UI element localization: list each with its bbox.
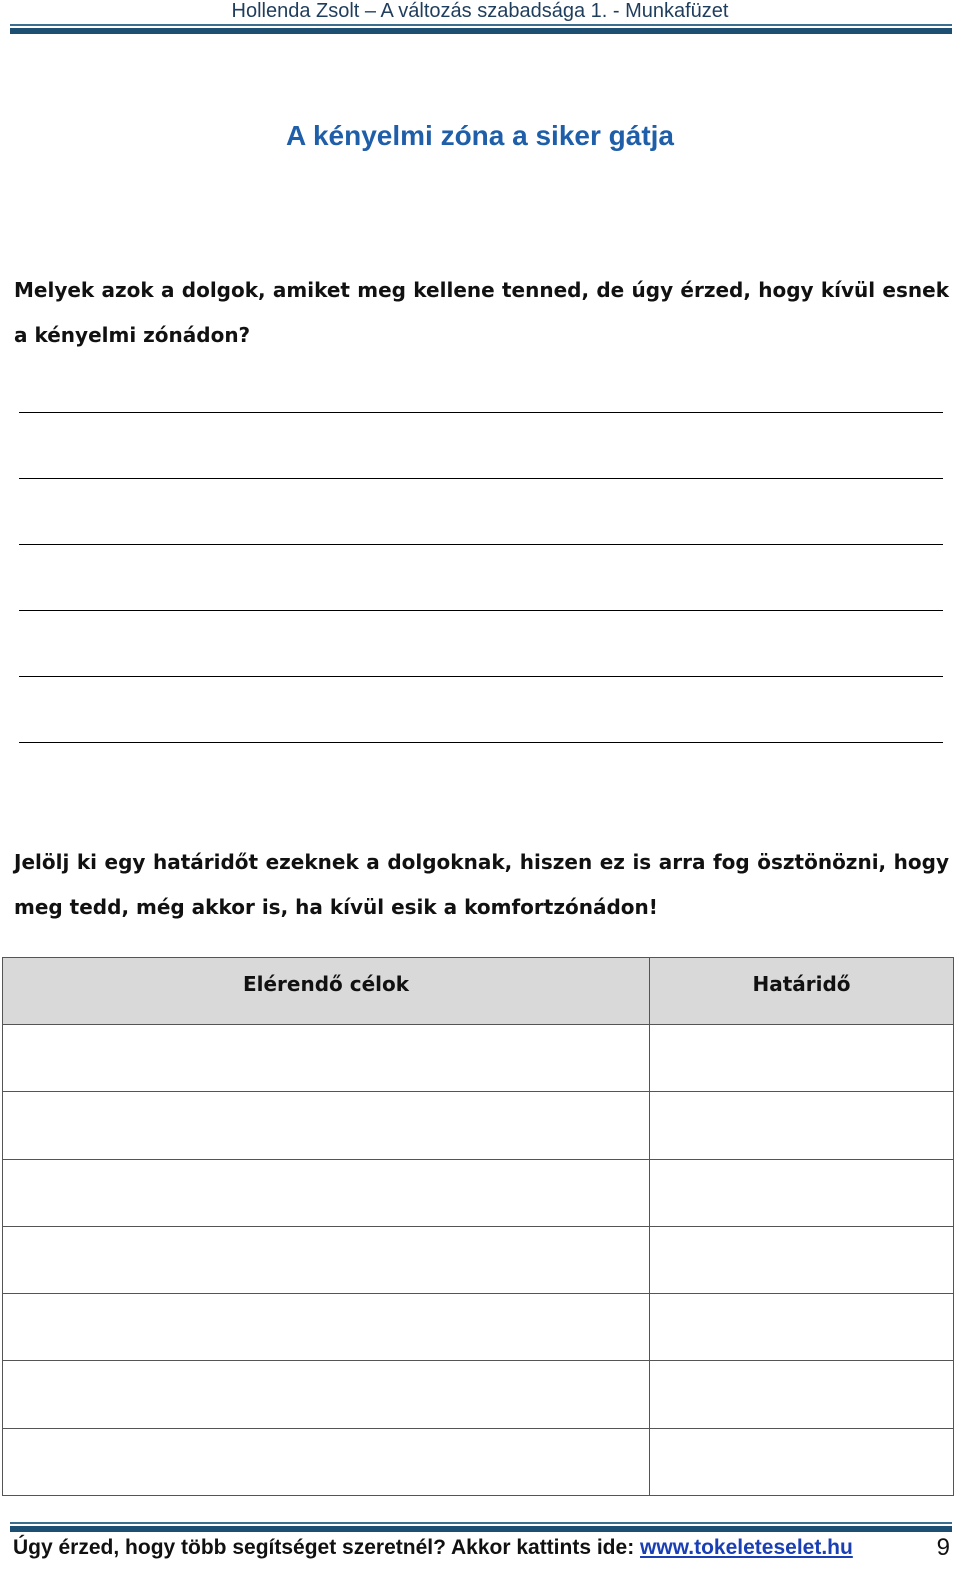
question-deadline: Jelölj ki egy határidőt ezeknek a dolgoknak, hiszen ez is arra fog ösztönözni, hogy meg tedd, még akkor is, ha kívül esik a komfortzónádon! xyxy=(14,850,949,919)
goal-cell[interactable] xyxy=(3,1226,650,1293)
deadline-cell[interactable] xyxy=(650,1428,954,1495)
goal-cell[interactable] xyxy=(3,1361,650,1428)
footer-help xyxy=(13,1536,853,1560)
footer-divider-thin xyxy=(10,1522,952,1524)
column-header-goals: Elérendő célok xyxy=(3,958,650,1025)
website-link[interactable]: www.tokeleteselet.hu xyxy=(640,1536,853,1559)
table-row xyxy=(3,1428,954,1495)
page-title: A kényelmi zóna a siker gátja xyxy=(285,120,675,151)
deadline-cell[interactable] xyxy=(650,1226,954,1293)
question-comfort-zone: Melyek azok a dolgok, amiket meg kellene tenned, de úgy érzed, hogy kívül esnek a kényelmi zónádon? xyxy=(14,278,949,347)
deadline-cell[interactable] xyxy=(650,1361,954,1428)
header-divider-thin xyxy=(10,24,952,26)
goal-cell[interactable] xyxy=(3,1025,650,1092)
table-row xyxy=(3,1361,954,1428)
answer-line[interactable] xyxy=(19,544,943,545)
footer-prompt: Úgy érzed, hogy több segítséget szeretnél? Akkor kattints ide: xyxy=(13,1536,641,1559)
answer-line[interactable] xyxy=(19,412,943,413)
table-row xyxy=(3,1159,954,1226)
running-header: Hollenda Zsolt – A változás szabadsága 1. - Munkafüzet xyxy=(231,0,729,22)
table-row xyxy=(3,1226,954,1293)
table-row xyxy=(3,1092,954,1159)
deadline-cell[interactable] xyxy=(650,1294,954,1361)
deadline-cell[interactable] xyxy=(650,1159,954,1226)
column-header-deadline: Határidő xyxy=(650,958,954,1025)
table-row xyxy=(3,1294,954,1361)
deadline-cell[interactable] xyxy=(650,1025,954,1092)
deadline-cell[interactable] xyxy=(650,1092,954,1159)
page-number: 9 xyxy=(936,1534,950,1561)
goal-cell[interactable] xyxy=(3,1428,650,1495)
answer-line[interactable] xyxy=(19,676,943,677)
footer-divider-thick xyxy=(10,1526,952,1532)
goal-cell[interactable] xyxy=(3,1092,650,1159)
goal-cell[interactable] xyxy=(3,1159,650,1226)
goals-deadline-table xyxy=(2,957,954,1496)
answer-line[interactable] xyxy=(19,610,943,611)
table-header-row xyxy=(3,958,954,1025)
header-divider-thick xyxy=(10,28,952,34)
answer-line[interactable] xyxy=(19,742,943,743)
goal-cell[interactable] xyxy=(3,1294,650,1361)
answer-line[interactable] xyxy=(19,478,943,479)
table-row xyxy=(3,1025,954,1092)
